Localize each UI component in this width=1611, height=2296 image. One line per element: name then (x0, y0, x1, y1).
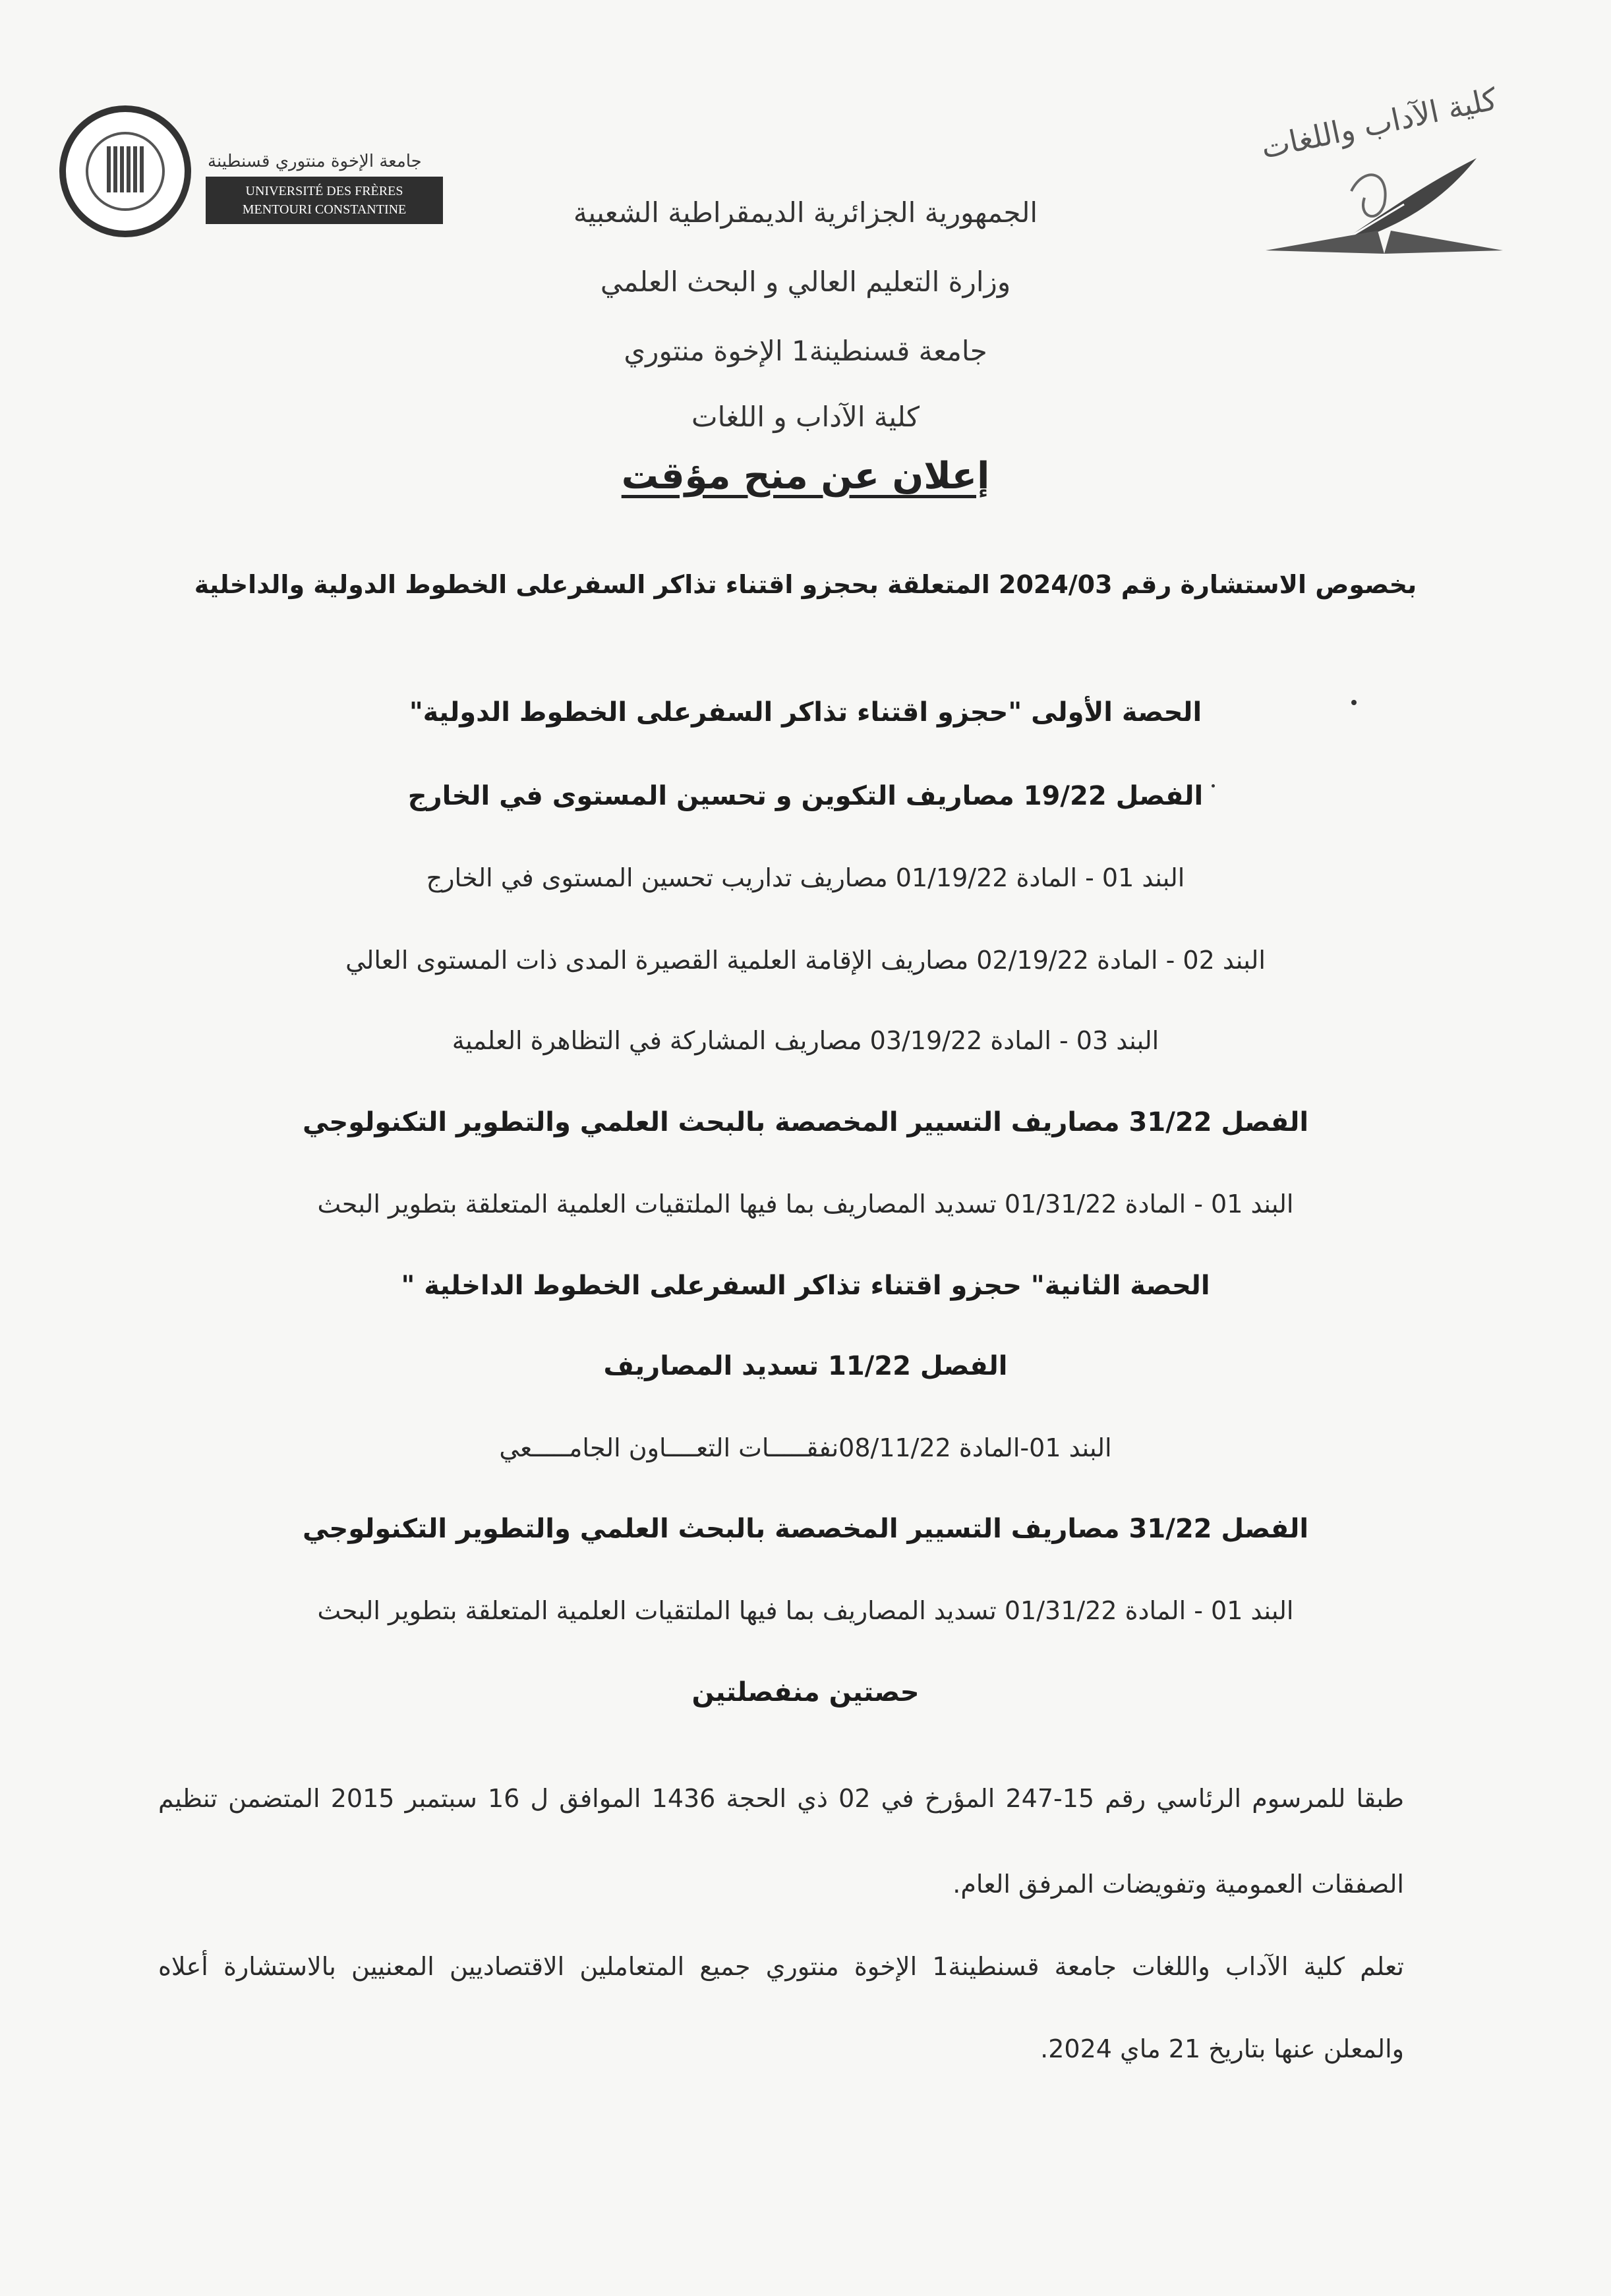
item-01-31-22-b: البند 01 - المادة 01/31/22 تسديد المصاريف بما فيها الملتقيات العلمية المتعلقة بتطوير البحث (317, 1596, 1294, 1625)
decree-line-1: طبقا للمرسوم الرئاسي رقم 15-247 المؤرخ في 02 ذي الحجة 1436 الموافق ل 16 سبتمبر 2015 المتضمن تنظيم (158, 1784, 1404, 1813)
university-logo-french: UNIVERSITÉ DES FRÈRES MENTOURI CONSTANTINE (206, 177, 443, 224)
lot-1-title: الحصة الأولى "حجزو اقتناء تذاكر السفرعلى الخطوط الدولية" (409, 697, 1202, 728)
header-faculty: كلية الآداب و اللغات (691, 401, 920, 433)
book-icon (1266, 224, 1503, 257)
chapter-31-22-a: الفصل 31/22 مصاريف التسيير المخصصة بالبحث العلمي والتطوير التكنولوجي (302, 1107, 1309, 1137)
two-separate-lots: حصتين منفصلتين (691, 1677, 920, 1708)
item-02-19-22: البند 02 - المادة 02/19/22 مصاريف الإقامة العلمية القصيرة المدى ذات المستوى العالي (345, 946, 1266, 975)
item-01-19-22: البند 01 - المادة 01/19/22 مصاريف تداريب تحسين المستوى في الخارج (426, 863, 1185, 892)
faculty-logo (1239, 80, 1529, 270)
lot-2-title: الحصة الثانية" حجزو اقتناء تذاكر السفرعلى الخطوط الداخلية " (401, 1271, 1210, 1301)
faculty-logo-text: كلية الآداب واللغات (1258, 80, 1500, 166)
chapter-19-22: الفصل 19/22 مصاريف التكوين و تحسين المستوى في الخارج (407, 781, 1204, 811)
header-ministry: وزارة التعليم العالي و البحث العلمي (600, 266, 1011, 298)
notice-line-1: تعلم كلية الآداب واللغات جامعة قسنطينة1 الإخوة منتوري جميع المتعاملين الاقتصاديين المعنيين بالاستشارة أعلاه (158, 1952, 1404, 1981)
university-logo (59, 105, 422, 257)
chapter-11-22: الفصل 11/22 تسديد المصاريف (603, 1351, 1008, 1381)
decree-line-2: الصفقات العمومية وتفويضات المرفق العام. (952, 1870, 1404, 1899)
item-03-19-22: البند 03 - المادة 03/19/22 مصاريف المشاركة في التظاهرة العلمية (452, 1026, 1159, 1055)
notice-line-2: والمعلن عنها بتاريخ 21 ماي 2024. (1040, 2034, 1404, 2063)
chapter-31-22-b: الفصل 31/22 مصاريف التسيير المخصصة بالبحث العلمي والتطوير التكنولوجي (302, 1514, 1309, 1544)
item-08-11-22: البند 01-المادة 08/11/22نفقـــــات التعــــاون الجامـــــعي (499, 1433, 1112, 1462)
header-republic: الجمهورية الجزائرية الديمقراطية الشعبية (573, 196, 1038, 229)
scan-mark (1212, 784, 1215, 788)
header-university: جامعة قسنطينة1 الإخوة منتوري (624, 335, 987, 367)
subject-line: بخصوص الاستشارة رقم 2024/03 المتعلقة بحجزو اقتناء تذاكر السفرعلى الخطوط الدولية والداخلية (194, 570, 1417, 599)
page-title: إعلان عن منح مؤقت (621, 455, 990, 498)
item-01-31-22-a: البند 01 - المادة 01/31/22 تسديد المصاريف بما فيها الملتقيات العلمية المتعلقة بتطوير البحث (317, 1190, 1294, 1219)
university-logo-arabic: جامعة الإخوة منتوري قسنطينة (208, 152, 422, 171)
scan-mark (1351, 700, 1357, 705)
